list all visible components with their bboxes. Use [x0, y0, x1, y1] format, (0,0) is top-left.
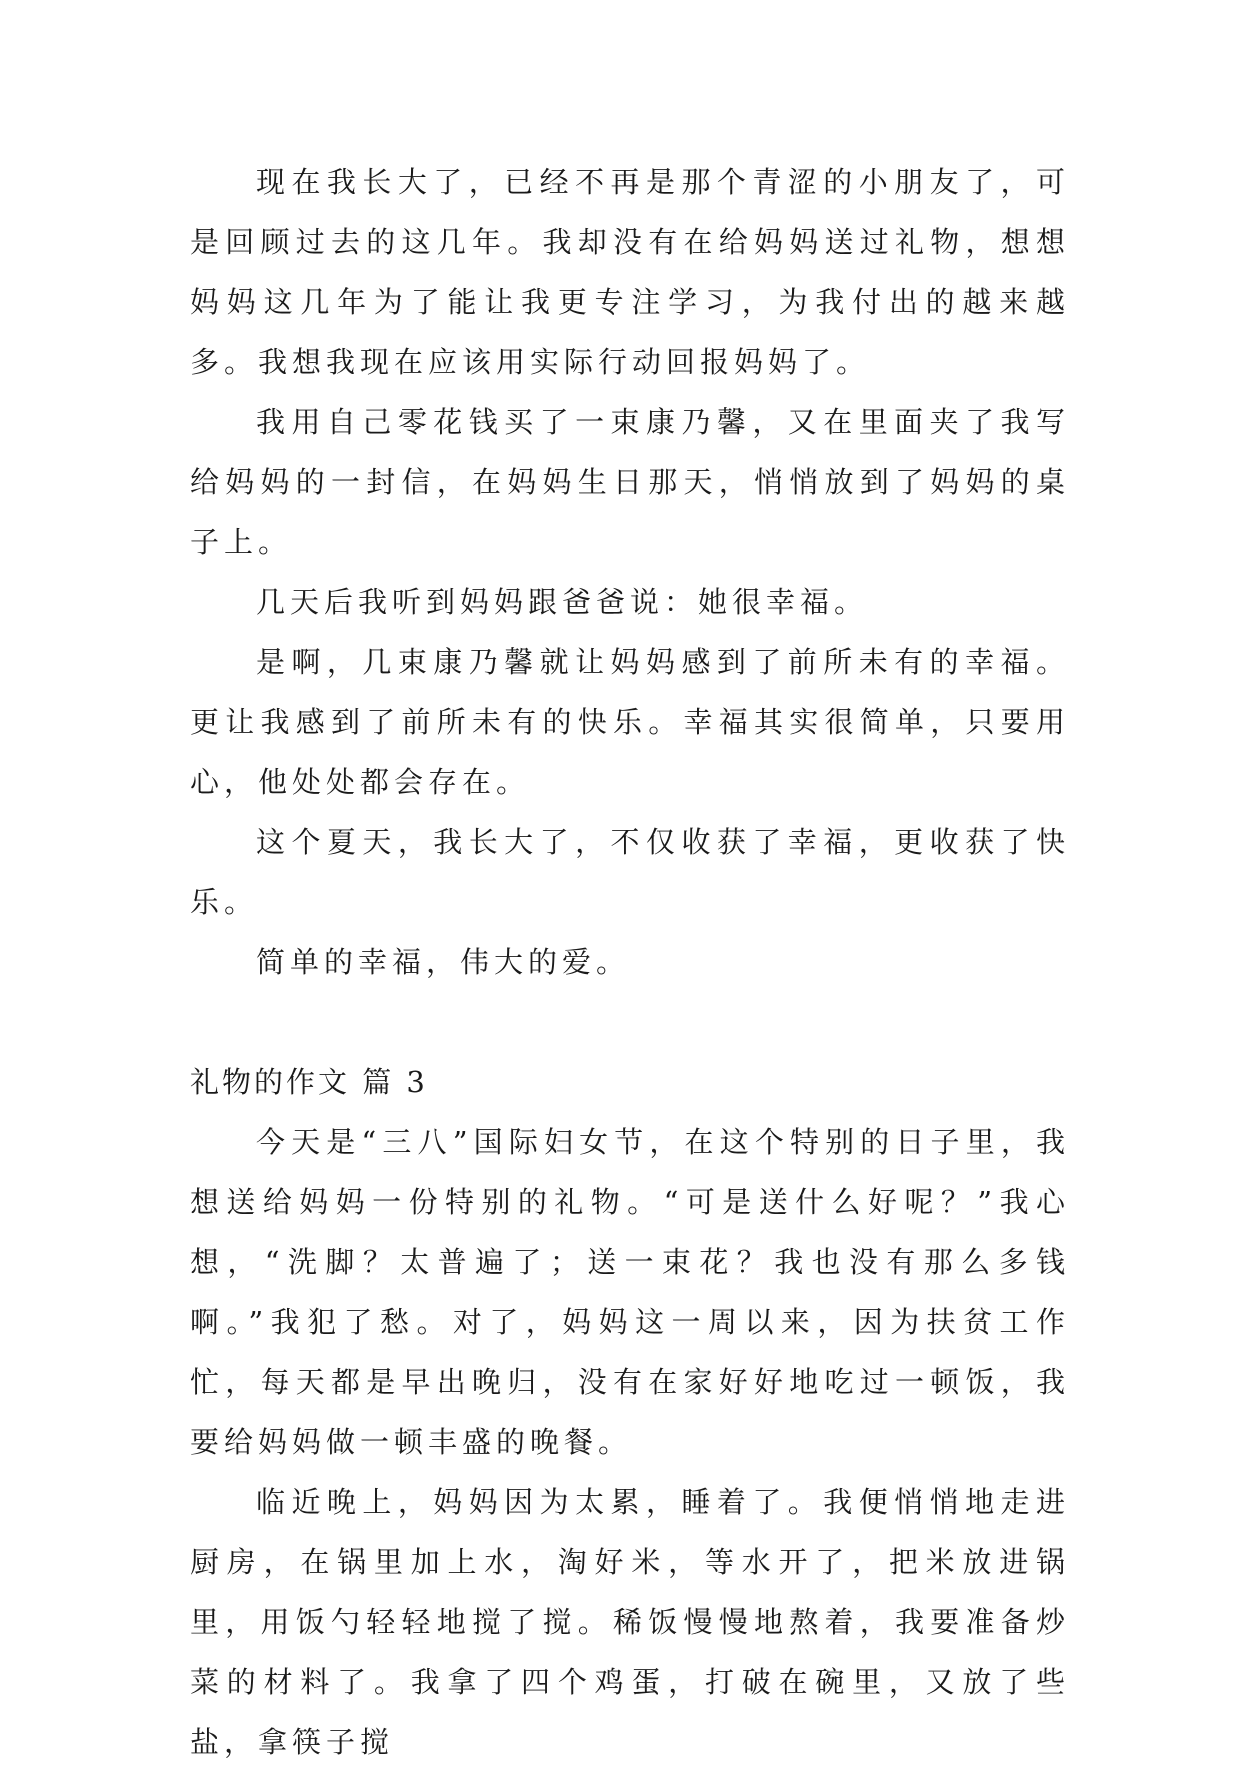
document-body: [190, 152, 1070, 1772]
paragraph: 几天后我听到妈妈跟爸爸说：她很幸福。: [256, 585, 869, 619]
paragraph: 这个夏天，我长大了，不仅收获了幸福，更收获了快乐。: [190, 825, 1070, 919]
paragraph: 我用自己零花钱买了一束康乃馨，又在里面夹了我写给妈妈的一封信，在妈妈生日那天，悄悄放到了妈妈的桌子上。: [190, 405, 1070, 559]
paragraph: 简单的幸福，伟大的爱。: [256, 945, 631, 979]
paragraph: 现在我长大了，已经不再是那个青涩的小朋友了，可是回顾过去的这几年。我却没有在给妈妈送过礼物，想想妈妈这几年为了能让我更专注学习，为我付出的越来越多。我想我现在应该用实际行动回报妈妈了。: [190, 165, 1070, 379]
section-title: 礼物的作文 篇 3: [190, 1065, 428, 1099]
paragraph: 今天是“三八”国际妇女节，在这个特别的日子里，我想送给妈妈一份特别的礼物。“可是送什么好呢？”我心想，“洗脚？太普遍了；送一束花？我也没有那么多钱啊。”我犯了愁。对了，妈妈这一周以来，因为扶贫工作忙，每天都是早出晚归，没有在家好好地吃过一顿饭，我要给妈妈做一顿丰盛的晚餐。: [190, 1125, 1070, 1459]
paragraph: 是啊，几束康乃馨就让妈妈感到了前所未有的幸福。更让我感到了前所未有的快乐。幸福其实很简单，只要用心，他处处都会存在。: [190, 645, 1070, 799]
paragraph: 临近晚上，妈妈因为太累，睡着了。我便悄悄地走进厨房，在锅里加上水，淘好米，等水开了，把米放进锅里，用饭勺轻轻地搅了搅。稀饭慢慢地熬着，我要准备炒菜的材料了。我拿了四个鸡蛋，打破在碗里，又放了些盐，拿筷子搅: [190, 1485, 1070, 1759]
